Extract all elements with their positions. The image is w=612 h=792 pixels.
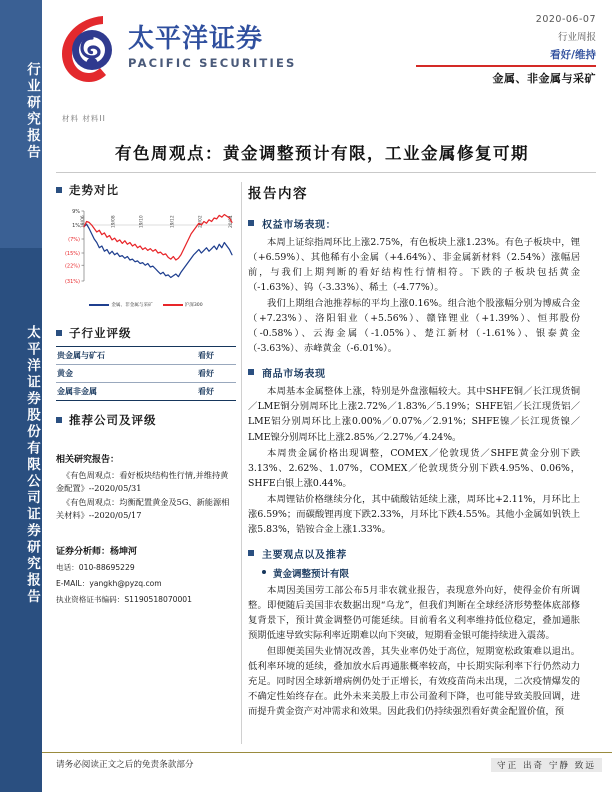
table-row	[56, 365, 236, 383]
svg-text:1%: 1%	[72, 223, 80, 229]
rating-badge: 看好/维持	[550, 49, 596, 61]
svg-text:19/06: 19/06	[81, 215, 86, 228]
report-content-heading: 报告内容	[248, 186, 308, 202]
page-header	[42, 0, 612, 104]
sidebar-top-label: 行业研究报告	[24, 61, 40, 161]
footer-slogan: 守正 出奇 宁静 致远	[491, 758, 602, 772]
content-section-header	[248, 546, 580, 561]
content-section-header	[248, 365, 580, 380]
square-bullet-icon	[56, 417, 62, 423]
square-bullet-icon	[248, 550, 254, 556]
content-section-title: 主要观点以及推荐	[262, 549, 347, 561]
content-paragraph: 本周锂钴价格继续分化，其中硫酸钴延续上涨，周环比+2.11%，月环比上涨6.59%；而碳酸锂再度下跌2.33%，月环比下跌4.55%。其他小金属如钒铁上涨5.83%，锆铵合金上涨1.33%。	[248, 493, 580, 535]
report-type: 行业周报	[557, 32, 596, 43]
header-divider	[416, 65, 596, 67]
svg-text:20/02: 20/02	[198, 215, 204, 228]
square-bullet-icon	[56, 187, 62, 193]
subindustry-section-header	[56, 325, 236, 341]
svg-text:9%: 9%	[72, 209, 80, 215]
logo-english-name: PACIFIC SECURITIES	[128, 55, 297, 70]
analyst-license: 执业资格证书编码：S1190518070001	[56, 594, 192, 604]
report-date: 2020-06-07	[535, 14, 596, 25]
footer-disclaimer: 请务必阅读正文之后的免责条款部分	[56, 760, 194, 770]
title-divider	[56, 172, 596, 173]
trend-section-header	[56, 182, 236, 198]
related-reports-block	[56, 452, 236, 522]
sector-label: 金属、非金属与采矿	[492, 72, 596, 86]
subcategory-label: 材料 材料II	[62, 114, 106, 123]
recommend-section-title: 推荐公司及评级	[69, 413, 157, 427]
subindustry-name: 贵金属与矿石	[56, 347, 157, 365]
footer-divider	[42, 752, 612, 753]
svg-text:(31%): (31%)	[64, 279, 80, 285]
left-sidebar	[0, 0, 42, 792]
subindustry-name: 金属非金属	[56, 383, 157, 401]
recommend-section-header	[56, 412, 236, 428]
content-paragraph: 本周上证综指周环比上涨2.75%，有色板块上涨1.23%。有色子板块中，锂（+6.59%）、其他稀有小金属（+4.64%）、非金属新材料（2.54%）涨幅居前，与我们上期判断的看好结构性行情相符。下跌的子板块包括黄金（-1.63%）、钨（-3.33%）、稀土（-4.77%）。	[248, 237, 580, 294]
subindustry-rating: 看好	[157, 347, 236, 365]
svg-text:19/10: 19/10	[139, 215, 145, 228]
svg-text:20/04: 20/04	[229, 215, 234, 228]
dot-bullet-icon	[262, 570, 266, 574]
content-section-title: 商品市场表现	[262, 369, 326, 381]
content-paragraph: 但即便美国失业情况改善，其失业率仍处于高位，短期宽松政策难以退出。低利率环境的延续，叠加放水后再通胀概率较高，中长期实际利率下行仍然动力充足。同时因全球新增病例仍处于正增长，有效疫苗尚未出现，二次疫情爆发的不确定性始终存在。此外未来美股上市公司盈利下降，也可能导致美股回调，进而提升黄金资产对冲需求和效果。因此我们仍持续强烈看好黄金配置价值，预	[248, 646, 580, 718]
square-bullet-icon	[248, 220, 254, 226]
trend-section-title: 走势对比	[69, 183, 119, 197]
svg-text:(7%): (7%)	[68, 237, 80, 243]
left-column	[56, 182, 236, 610]
company-logo	[56, 12, 296, 84]
content-subsection-title: 黄金调整预计有限	[273, 568, 350, 580]
content-paragraph: 本周贵金属价格出现调整，COMEX／伦敦现货／SHFE黄金分别下跌3.13%、2.62%、1.07%，COMEX／伦敦现货分别下跌4.95%、0.06%，SHFE白银上涨0.44%。	[248, 447, 580, 489]
chart-legend-item	[89, 302, 152, 308]
subindustry-section-title: 子行业评级	[69, 326, 132, 340]
svg-text:(22%): (22%)	[64, 263, 80, 270]
right-column	[248, 182, 580, 720]
square-bullet-icon	[248, 369, 254, 375]
column-divider	[241, 182, 242, 744]
svg-text:19/08: 19/08	[111, 215, 117, 228]
content-paragraph: 本周基本金属整体上涨，特别是外盘涨幅较大。其中SHFE铜／长江现货铜／LME铜分别周环比上涨2.72%／1.83%／5.19%；SHFE铝／长江现货铝／LME铝分别周环比上涨0.00%／0.07%／2.91%；SHFE镍／长江现货镍／LME镍分别周环比上涨2.85%／2.27%／4.24%。	[248, 386, 580, 443]
chart-legend	[56, 302, 236, 308]
related-reports-title: 相关研究报告：	[56, 455, 120, 465]
sidebar-footer-band	[0, 748, 42, 792]
analyst-email[interactable]: E-MAIL：yangkh@pyzq.com	[56, 578, 162, 588]
content-section-title: 权益市场表现：	[262, 220, 337, 231]
content-subsection-header	[262, 566, 580, 580]
content-paragraph: 本周因美国劳工部公布5月非农就业报告，表现意外向好，使得金价有所调整。即便随后美国非农数据出现“乌龙”，但我们判断在全球经济形势整体底部修复背景下，预计黄金调整仍可能延续。目前看名义利率维持低位稳定，叠加通胀预期低速导致实际利率近期难以向下突破，短期看金银可能持续进入震荡。	[248, 584, 580, 641]
svg-text:19/12: 19/12	[170, 215, 176, 228]
legend-label: 沪深300	[184, 303, 203, 308]
sidebar-bottom-label: 太平洋证券股份有限公司证券研究报告	[24, 324, 40, 606]
analyst-block	[56, 544, 236, 605]
svg-text:(15%): (15%)	[64, 251, 80, 257]
legend-color-swatch	[89, 304, 109, 306]
subindustry-name: 黄金	[56, 365, 157, 383]
logo-chinese-name: 太平洋证券	[128, 24, 264, 55]
analyst-name: 证券分析师：杨坤河	[56, 546, 138, 557]
pacific-securities-logo-icon	[56, 12, 122, 84]
page-footer	[56, 758, 602, 772]
legend-label: 金属、非金属与采矿	[111, 303, 153, 308]
subindustry-rating-table	[56, 346, 236, 401]
related-report-item[interactable]: 《有色周观点：均衡配置黄金及5G、新能源相关材料》--2020/05/17	[56, 497, 230, 521]
subindustry-rating: 看好	[157, 365, 236, 383]
logo-wordmark	[128, 26, 296, 69]
content-paragraph: 我们上期组合池推荐标的平均上涨0.16%。组合池个股涨幅分别为博威合金（+7.23%）、洛阳钼业（+5.56%）、赣锋锂业（+1.39%）、恒邦股份（-0.58%）、云海金属（-1.05%）、楚江新材（-1.61%）、银泰黄金（-3.63%）、赤峰黄金（-6.01%）。	[248, 298, 580, 355]
content-section-header	[248, 216, 580, 231]
chart-legend-item	[163, 302, 203, 308]
table-row	[56, 347, 236, 365]
square-bullet-icon	[56, 330, 62, 336]
analyst-phone: 电话：010-88695229	[56, 562, 135, 572]
legend-color-swatch	[163, 304, 183, 306]
page-title: 有色周观点：黄金调整预计有限，工业金属修复可期	[115, 144, 529, 163]
header-meta	[416, 14, 596, 86]
subindustry-rating: 看好	[157, 383, 236, 401]
table-row	[56, 383, 236, 401]
related-report-item[interactable]: 《有色周观点：看好板块结构性行情,并维持黄金配置》--2020/05/31	[56, 470, 229, 493]
trend-comparison-chart	[56, 203, 236, 315]
